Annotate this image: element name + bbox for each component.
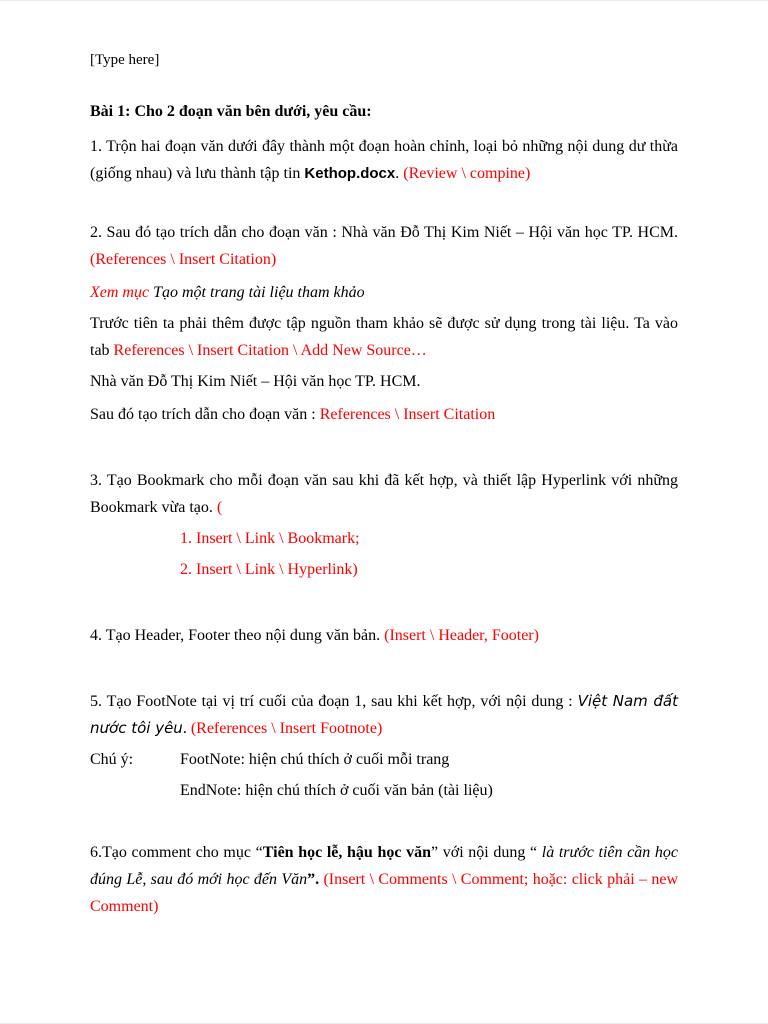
task-6-comment-content: là trước tiên cần học đúng Lễ, sau đó mới học đến Văn xyxy=(90,844,678,888)
note-label: Chú ý: xyxy=(90,751,134,768)
task-3 xyxy=(90,467,678,521)
note-footnote xyxy=(90,746,678,773)
task-6 xyxy=(90,839,678,920)
guide-add-source-path: References \ Insert Citation \ Add New Source… xyxy=(113,342,427,359)
guide-add-source xyxy=(90,310,678,364)
guide-add-source-text: Trước tiên ta phải thêm được tập nguồn tham khảo sẽ được sử dụng trong tài liệu. Ta vào tab xyxy=(90,315,678,359)
task-6-text-1: 6.Tạo comment cho mục “ xyxy=(90,844,263,861)
task-1-sep: . xyxy=(395,165,404,182)
task-5-hint: (References \ Insert Footnote) xyxy=(190,720,383,737)
task-5-sep: . xyxy=(182,720,191,737)
guide-citation-path: References \ Insert Citation xyxy=(319,406,496,423)
guide-citation-text: Sau đó tạo trích dẫn cho đoạn văn : xyxy=(90,406,320,423)
task-5-text: 5. Tạo FootNote tại vị trí cuối của đoạn 1, sau khi kết hợp, với nội dung : xyxy=(90,693,578,710)
task-1 xyxy=(90,133,678,187)
task-3-text: 3. Tạo Bookmark cho mỗi đoạn văn sau khi đã kết hợp, và thiết lập Hyperlink với những Bookmark vừa tạo. xyxy=(90,472,678,516)
task-1-hint: (Review \ compine) xyxy=(403,165,531,182)
task-2 xyxy=(90,219,678,273)
see-section-note xyxy=(90,279,678,306)
task-4 xyxy=(90,622,678,649)
header-placeholder: [Type here] xyxy=(90,52,160,68)
task-3-paren: ( xyxy=(216,499,223,516)
exercise-title: Bài 1: Cho 2 đoạn văn bên dưới, yêu cầu: xyxy=(90,103,372,120)
task-3-step-bookmark: 1. Insert \ Link \ Bookmark; xyxy=(180,530,360,547)
task-4-hint: (Insert \ Header, Footer) xyxy=(384,627,539,644)
task-2-text: 2. Sau đó tạo trích dẫn cho đoạn văn : Nhà văn Đỗ Thị Kim Niết – Hội văn học TP. HCM. xyxy=(90,224,678,241)
task-6-text-3: ”. xyxy=(307,871,324,888)
task-2-hint: (References \ Insert Citation) xyxy=(90,251,277,268)
task-4-text: 4. Tạo Header, Footer theo nội dung văn bản. xyxy=(90,627,385,644)
guide-author-line: Nhà văn Đỗ Thị Kim Niết – Hội văn học TP. HCM. xyxy=(90,373,421,390)
task-6-text-2: ” với nội dung “ xyxy=(431,844,538,861)
see-section-label: Xem mục xyxy=(90,284,154,301)
guide-citation xyxy=(90,401,678,428)
see-section-text: Tạo một trang tài liệu tham khảo xyxy=(153,284,365,301)
note-footnote-text: FootNote: hiện chú thích ở cuối mỗi trang xyxy=(180,751,450,768)
task-1-text: 1. Trộn hai đoạn văn dưới đây thành một đoạn hoàn chỉnh, loại bỏ những nội dung dư thừa (giống nhau) và lưu thành tập tin xyxy=(90,138,678,182)
task-1-filename: Kethop.docx xyxy=(304,165,396,182)
task-3-step-hyperlink: 2. Insert \ Link \ Hyperlink) xyxy=(180,561,358,578)
note-endnote: EndNote: hiện chú thích ở cuối văn bản (tài liệu) xyxy=(180,782,493,799)
task-6-quote: Tiên học lễ, hậu học văn xyxy=(262,844,431,861)
task-5-footnote-content: Việt Nam đất nước tôi yêu xyxy=(90,692,678,737)
task-5 xyxy=(90,688,678,742)
task-6-hint: (Insert \ Comments \ Comment; hoặc: click phải – new Comment) xyxy=(90,871,679,915)
